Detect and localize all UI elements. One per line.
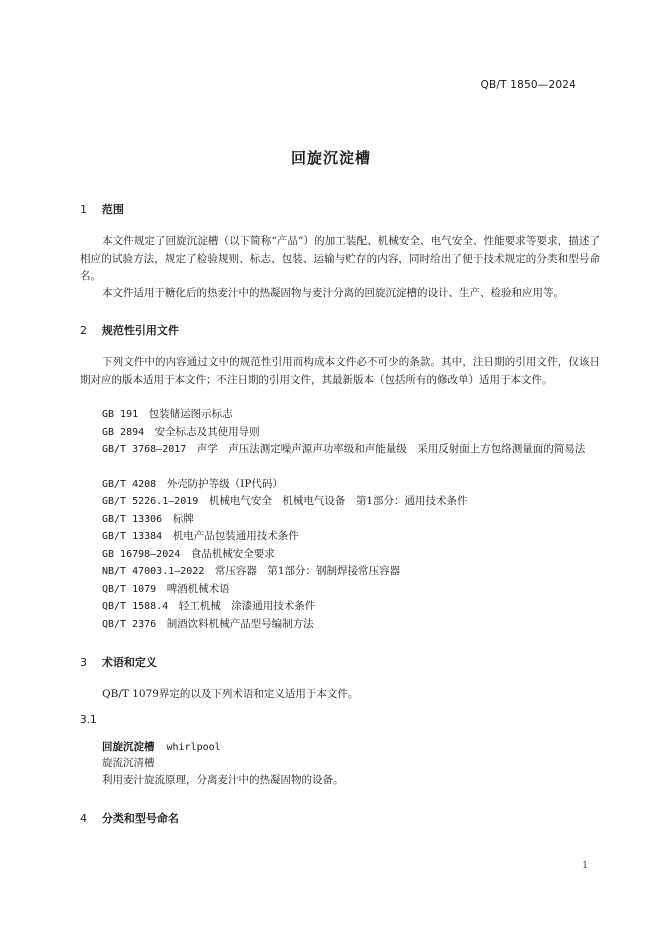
section-heading-1 — [80, 201, 124, 217]
ref-name: 常压容器 第1部分：钢制焊接常压容器 — [214, 565, 401, 577]
section-number: 2 — [80, 324, 87, 337]
term-entry — [102, 739, 221, 754]
ref-name: 机械电气安全 机械电气设备 第1部分：通用技术条件 — [208, 495, 468, 507]
section-title: 术语和定义 — [101, 656, 157, 669]
reference-item — [102, 511, 600, 529]
ref-name: 包装储运图示标志 — [148, 408, 233, 420]
section-heading-2 — [80, 322, 179, 338]
section-number: 4 — [80, 812, 87, 825]
ref-name: 外壳防护等级（IP代码） — [166, 478, 283, 490]
page-number: 1 — [582, 861, 588, 871]
ref-name: 食品机械安全要求 — [190, 548, 275, 560]
term-english: whirlpool — [166, 742, 221, 753]
reference-item — [102, 528, 600, 546]
ref-code: QB/T 1079 — [102, 584, 157, 595]
reference-item — [102, 546, 600, 564]
page-title: 回旋沉淀槽 — [290, 149, 371, 167]
standard-number: QB/T 1850—2024 — [480, 79, 576, 91]
ref-code: QB/T 1588.4 — [102, 601, 169, 612]
reference-item — [102, 598, 600, 616]
reference-item — [102, 563, 600, 581]
reference-item — [102, 424, 600, 442]
ref-name: 轻工机械 涂漆通用技术条件 — [178, 600, 316, 612]
ref-name: 机电产品包装通用技术条件 — [172, 530, 299, 542]
ref-name: 啤酒机械术语 — [166, 583, 230, 595]
term-definition: 利用麦汁旋流原理，分离麦汁中的热凝固物的设备。 — [102, 774, 344, 786]
paragraph: 本文件规定了回旋沉淀槽（以下简称“产品”）的加工装配、机械安全、电气安全、性能要求等要求，描述了相应的试验方法，规定了检验规则、标志、包装、运输与贮存的内容，同时给出了便于技术规定的分类和型号命名。 — [80, 235, 600, 282]
ref-code: GB/T 3768—2017 — [102, 444, 187, 455]
ref-code: GB/T 13306 — [102, 514, 163, 525]
ref-name: 制酒饮料机械产品型号编制方法 — [166, 618, 314, 630]
paragraph: QB/T 1079界定的以及下列术语和定义适用于本文件。 — [102, 688, 359, 700]
ref-code: GB 191 — [102, 409, 139, 420]
ref-code: NB/T 47003.1—2022 — [102, 566, 205, 577]
reference-item — [102, 493, 600, 511]
paragraph: 本文件适用于糖化后的热麦汁中的热凝固物与麦汁分离的回旋沉淀槽的设计、生产、检验和应用等。 — [102, 287, 564, 299]
ref-code: GB/T 4208 — [102, 479, 157, 490]
reference-item — [102, 581, 600, 599]
section-heading-4 — [80, 810, 179, 826]
subsection-number: 3.1 — [80, 714, 97, 726]
section-title: 规范性引用文件 — [101, 324, 179, 337]
section-title: 分类和型号命名 — [101, 812, 179, 825]
reference-item — [102, 616, 600, 634]
reference-item — [80, 441, 600, 459]
section-number: 3 — [80, 656, 87, 669]
reference-item — [102, 476, 600, 494]
section-number: 1 — [80, 203, 87, 216]
term-synonym: 旋流沉清槽 — [102, 757, 155, 769]
section-heading-3 — [80, 654, 157, 670]
section-title: 范围 — [101, 203, 124, 216]
ref-code: QB/T 2376 — [102, 619, 157, 630]
ref-code: GB/T 13384 — [102, 531, 163, 542]
ref-code: GB 2894 — [102, 427, 145, 438]
ref-code: GB 16798—2024 — [102, 549, 181, 560]
ref-name: 标牌 — [172, 513, 194, 525]
ref-name: 安全标志及其使用导则 — [154, 426, 260, 438]
term-chinese: 回旋沉淀槽 — [102, 741, 155, 753]
reference-item — [102, 406, 600, 424]
ref-name: 声学 声压法测定噪声源声功率级和声能量级 采用反射面上方包络测量面的简易法 — [196, 443, 586, 455]
ref-code: GB/T 5226.1—2019 — [102, 496, 199, 507]
paragraph: 下列文件中的内容通过文中的规范性引用而构成本文件必不可少的条款。其中，注日期的引用文件，仅该日期对应的版本适用于本文件；不注日期的引用文件，其最新版本（包括所有的修改单）适用于本文件。 — [80, 356, 600, 386]
